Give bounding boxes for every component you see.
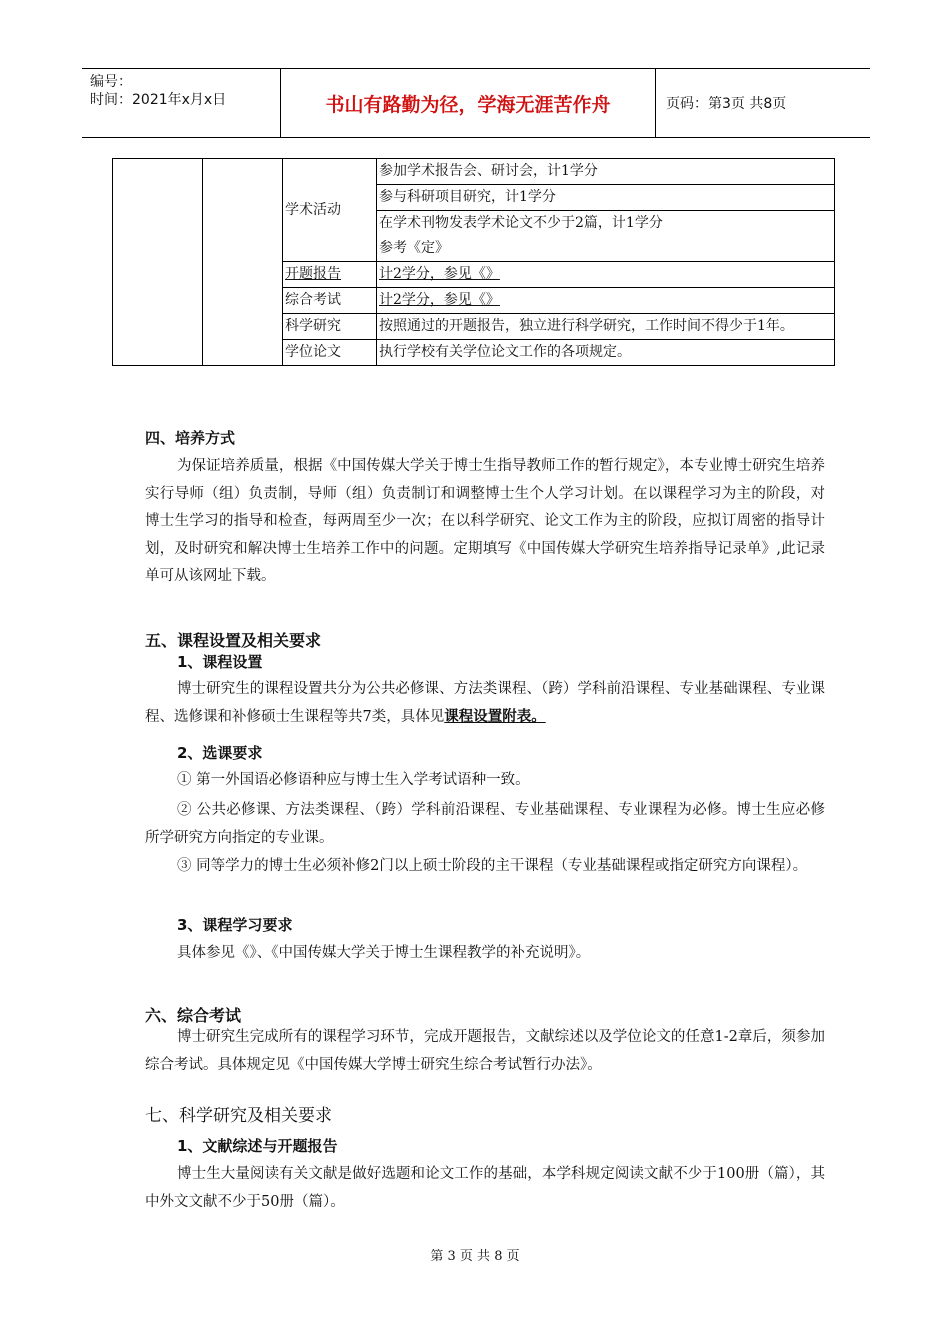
table-cell [377,262,835,288]
header-divider [280,69,281,137]
section-7-title: 七、科学研究及相关要求 [145,1106,332,1126]
course-appendix-link[interactable]: 课程设置附表。 [444,708,546,725]
time-label: 时间：2021年x月x日 [90,92,227,108]
section-5-paragraph-3: 具体参见《》、《中国传媒大学关于博士生课程教学的补充说明》。 [177,945,591,961]
header-page-info: 页码：第3页 共8页 [666,96,787,112]
section-5-paragraph [145,676,825,731]
number-label: 编号： [90,74,132,90]
table-cell: 按照通过的开题报告，独立进行科学研究，工作时间不得少于1年。 [377,314,835,340]
table-link[interactable]: 计2学分，参见《》 [379,266,500,282]
requirement-3: ③ 同等学力的博士生必须补修2门以上硕士阶段的主干课程（专业基础课程或指定研究方向课程）。 [177,858,808,874]
section-6-paragraph: 博士研究生完成所有的课程学习环节，完成开题报告，文献综述以及学位论文的任意1-2章后，须参加综合考试。具体规定见《中国传媒大学博士研究生综合考试暂行办法》。 [145,1029,825,1073]
table-cell: 参与科研项目研究，计1学分 [377,185,835,211]
table-cell [377,288,835,314]
table-item: 学位论文 [283,340,377,366]
header-divider [655,69,656,137]
table-row [113,159,835,185]
requirement-2: ② 公共必修课、方法类课程、（跨）学科前沿课程、专业基础课程、专业课程为必修。博士生应必修所学研究方向指定的专业课。 [145,802,825,846]
table-item: 学术活动 [283,159,377,262]
section-5-sub1: 1、课程设置 [177,653,263,671]
table-cell [203,159,283,366]
section-5-sub3: 3、课程学习要求 [177,916,293,934]
table-item: 科学研究 [283,314,377,340]
section-6-title: 六、综合考试 [145,1006,242,1025]
section-5-text: 博士研究生的课程设置共分为公共必修课、方法类课程、（跨）学科前沿课程、专业基础课程、专业课程、选修课和补修硕士生课程等共7类，具体见 [145,681,825,725]
section-7-sub1: 1、文献综述与开题报告 [177,1137,338,1155]
section-4-paragraph: 为保证培养质量，根据《中国传媒大学关于博士生指导教师工作的暂行规定》，本专业博士研究生培养实行导师（组）负责制，导师（组）负责制订和调整博士生个人学习计划。在以课程学习为主的阶段，对博士生学习的指导和检查，每两周至少一次；在以科学研究、论文工作为主的阶段，应拟订周密的指导计划，及时研究和解决博士生培养工作中的问题。定期填写《中国传媒大学研究生培养指导记录单》,此记录单可从该网址下载。 [145,458,825,584]
table-cell: 执行学校有关学位论文工作的各项规定。 [377,340,835,366]
header-motto: 书山有路勤为径，学海无涯苦作舟 [325,93,611,116]
section-5-title: 五、课程设置及相关要求 [145,631,322,650]
header-meta [90,73,226,109]
requirement-1: ① 第一外国语必修语种应与博士生入学考试语种一致。 [177,772,530,788]
table-cell [377,211,835,262]
table-cell [113,159,203,366]
page-header [82,68,870,138]
section-7-paragraph: 博士生大量阅读有关文献是做好选题和论文工作的基础，本学科规定阅读文献不少于100册（篇），其中外文文献不少于50册（篇）。 [145,1166,825,1210]
table-line: 参考《定》 [379,240,449,256]
table-item: 开题报告 [283,262,377,288]
table-cell: 参加学术报告会、研讨会，计1学分 [377,159,835,185]
section-4-title: 四、培养方式 [145,429,236,447]
table-item: 综合考试 [283,288,377,314]
table-link[interactable]: 计2学分，参见《》 [379,292,500,308]
section-5-sub2: 2、选课要求 [177,744,263,762]
page-footer: 第 3 页 共 8 页 [430,1249,520,1264]
table-line: 在学术刊物发表学术论文不少于2篇，计1学分 [379,215,663,231]
credit-table [112,158,835,366]
